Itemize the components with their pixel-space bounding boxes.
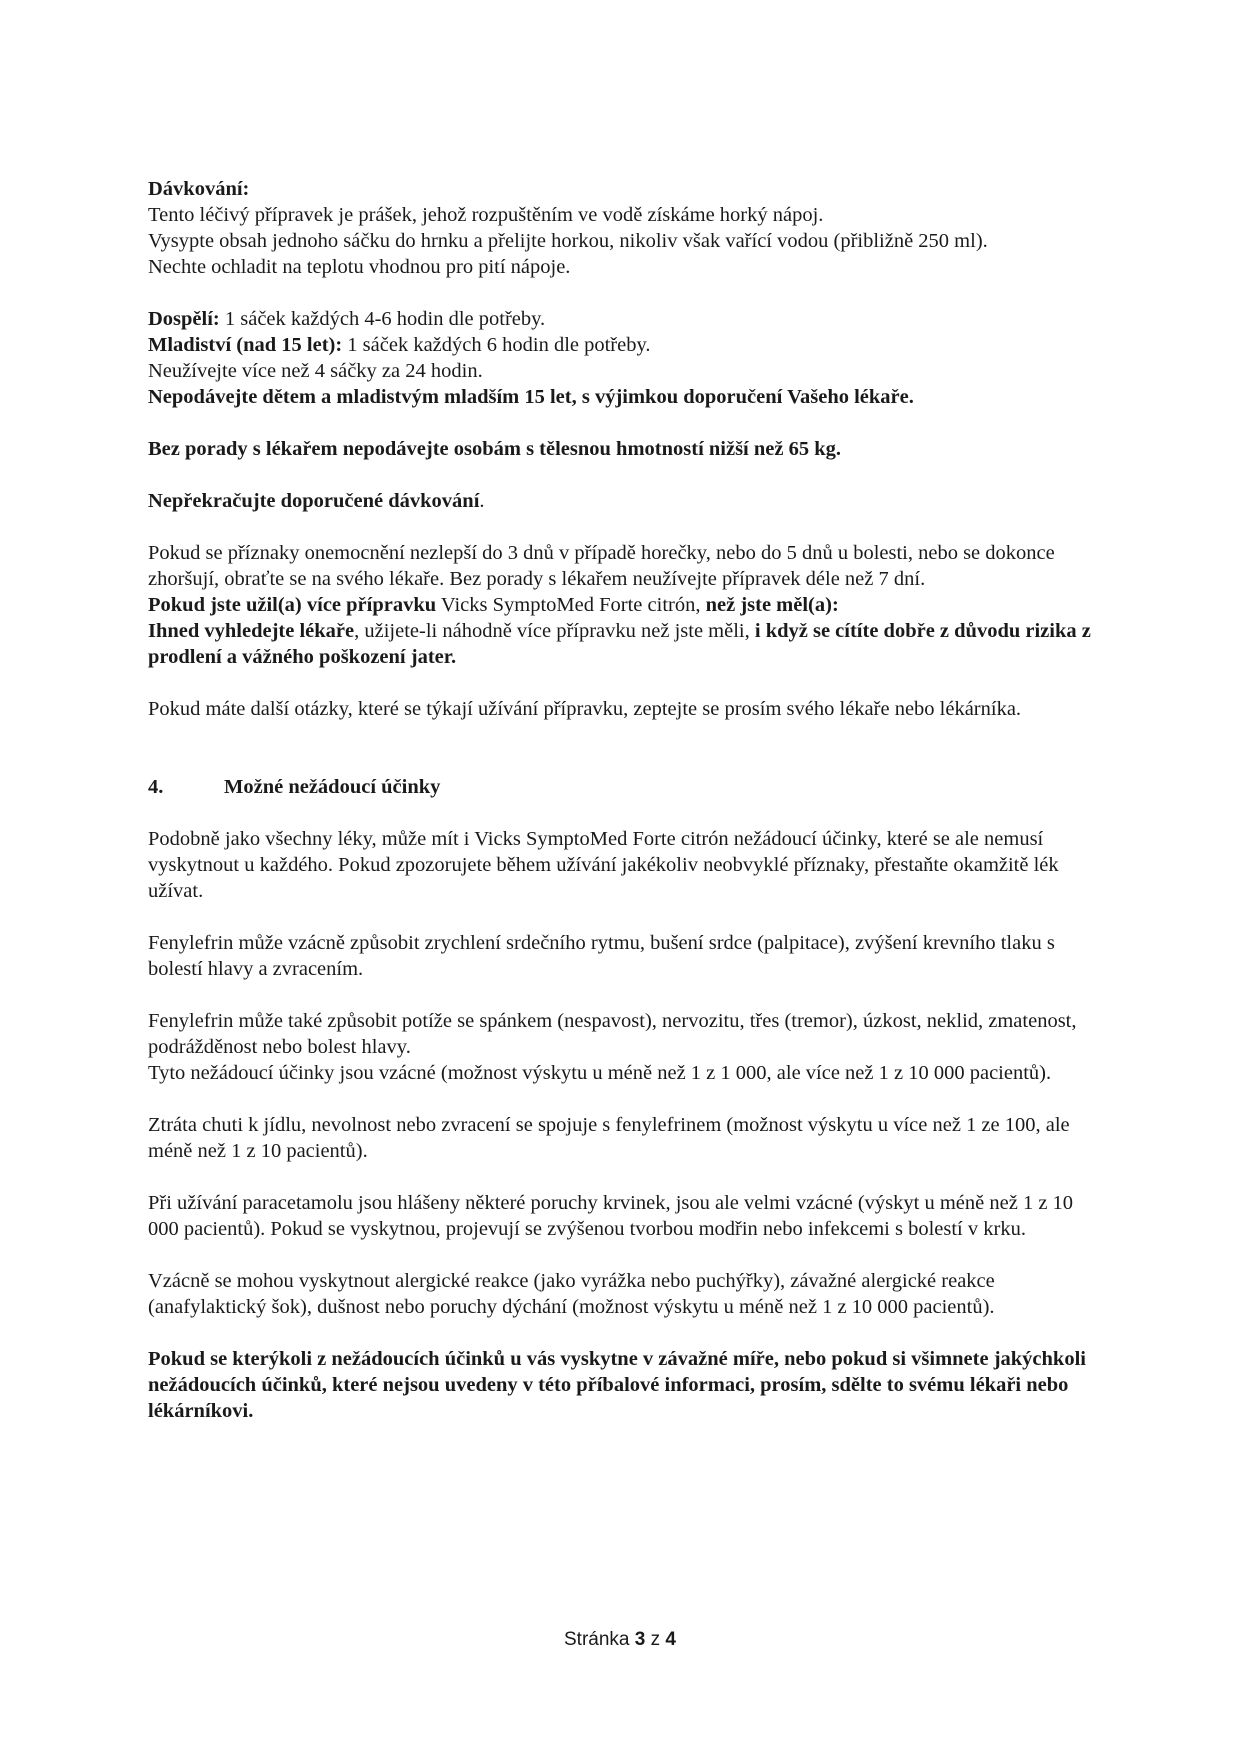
- side-effects-paragraph: Vzácně se mohou vyskytnout alergické reakce (jako vyrážka nebo puchýřky), závažné alergické reakce (anafylaktický šok), dušnost nebo poruchy dýchání (možnost výskytu u méně než 1 z 10 000 pacientů).: [148, 1270, 995, 1318]
- side-effects-paragraph: Podobně jako všechny léky, může mít i Vicks SymptoMed Forte citrón nežádoucí účinky, které se ale nemusí vyskytnout u každého. Pokud zpozorujete během užívání jakékoliv neobvyklé příznaky, přestaňte okamžitě lék užívat.: [148, 828, 1059, 902]
- symptoms-notice: Pokud se příznaky onemocnění nezlepší do 3 dnů v případě horečky, nebo do 5 dnů u bolesti, nebo se dokonce zhoršují, obraťte se na svého lékaře. Bez porady s lékařem neužívejte přípravek déle než 7 dní.: [148, 542, 1055, 590]
- report-notice: Pokud se kterýkoli z nežádoucích účinků u vás vyskytne v závažné míře, nebo pokud si všimnete jakýchkoli nežádoucích účinků, které nejsou uvedeny v této příbalové informaci, prosím, sdělte to svému lékaři nebo lékárníkovi.: [148, 1348, 1086, 1422]
- current-page-number: 3: [634, 1629, 646, 1650]
- youth-dosage: Mladiství (nad 15 let): 1 sáček každých 6 hodin dle potřeby.: [148, 334, 651, 356]
- overdose-heading: Pokud jste užil(a) více přípravku Vicks SymptoMed Forte citrón, než jste měl(a):: [148, 594, 839, 616]
- questions-notice: Pokud máte další otázky, které se týkají užívání přípravku, zeptejte se prosím svého lékaře nebo lékárníka.: [148, 698, 1022, 720]
- section-heading: [148, 774, 1098, 800]
- weight-warning: Bez porady s lékařem nepodávejte osobám s tělesnou hmotností nižší než 65 kg.: [148, 438, 842, 460]
- children-warning: Nepodávejte dětem a mladistvým mladším 15 let, s výjimkou doporučení Vašeho lékaře.: [148, 386, 914, 408]
- dosage-line: Vysypte obsah jednoho sáčku do hrnku a přelijte horkou, nikoliv však vařící vodou (přibližně 250 ml).: [148, 230, 988, 252]
- section-title: Možné nežádoucí účinky: [224, 776, 441, 798]
- adults-dosage: Dospělí: 1 sáček každých 4-6 hodin dle potřeby.: [148, 308, 546, 330]
- no-exceed-notice: Nepřekračujte doporučené dávkování.: [148, 490, 485, 512]
- dosage-heading: Dávkování:: [148, 178, 250, 200]
- max-daily-dose: Neužívejte více než 4 sáčky za 24 hodin.: [148, 360, 483, 382]
- page-separator: z: [650, 1629, 661, 1650]
- side-effects-paragraph: Fenylefrin může vzácně způsobit zrychlení srdečního rytmu, bušení srdce (palpitace), zvýšení krevního tlaku s bolestí hlavy a zvracením.: [148, 932, 1055, 980]
- side-effects-paragraph: Při užívání paracetamolu jsou hlášeny některé poruchy krvinek, jsou ale velmi vzácné (výskyt u méně než 1 z 10 000 pacientů). Pokud se vyskytnou, projevují se zvýšenou tvorbou modřin nebo infekcemi s bolestí v krku.: [148, 1192, 1074, 1240]
- side-effects-paragraph: Tyto nežádoucí účinky jsou vzácné (možnost výskytu u méně než 1 z 1 000, ale více než 1 z 10 000 pacientů).: [148, 1062, 1052, 1084]
- side-effects-paragraph: Fenylefrin může také způsobit potíže se spánkem (nespavost), nervozitu, třes (tremor), úzkost, neklid, zmatenost, podrážděnost nebo bolest hlavy.: [148, 1010, 1077, 1058]
- page-footer: [0, 1627, 1240, 1653]
- side-effects-paragraph: Ztráta chuti k jídlu, nevolnost nebo zvracení se spojuje s fenylefrinem (možnost výskytu u více než 1 ze 100, ale méně než 1 z 10 pacientů).: [148, 1114, 1070, 1162]
- section-number: 4.: [148, 776, 164, 798]
- overdose-text: Ihned vyhledejte lékaře, užijete-li náhodně více přípravku než jste měli, i když se cítíte dobře z důvodu rizika z prodlení a vážného poškození jater.: [148, 620, 1091, 668]
- dosage-line: Nechte ochladit na teplotu vhodnou pro pití nápoje.: [148, 256, 571, 278]
- total-pages-number: 4: [665, 1629, 676, 1650]
- page-label: Stránka: [564, 1629, 630, 1650]
- page-content: [148, 176, 1098, 1424]
- dosage-line: Tento léčivý přípravek je prášek, jehož rozpuštěním ve vodě získáme horký nápoj.: [148, 204, 824, 226]
